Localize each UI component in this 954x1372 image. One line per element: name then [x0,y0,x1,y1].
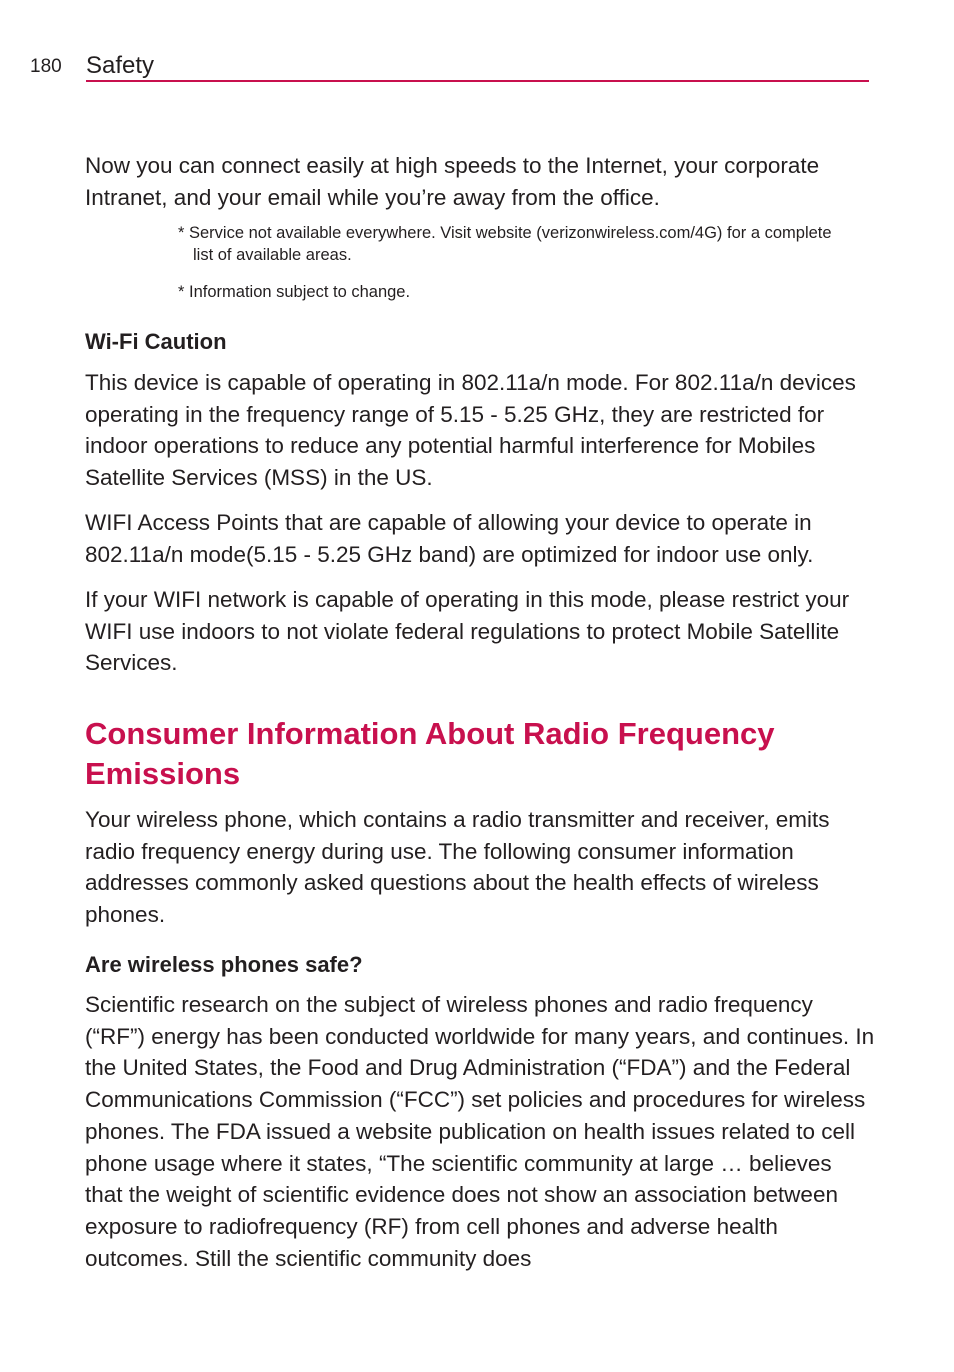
wifi-paragraph-2: WIFI Access Points that are capable of allowing your device to operate in 802.11a/n mode(5.15 - 5.25 GHz band) are optimized for indoor use only. [85,510,814,567]
header-divider [86,80,869,82]
wifi-paragraph-1: This device is capable of operating in 802.11a/n mode. For 802.11a/n devices operating in the frequency range of 5.15 - 5.25 GHz, they are restricted for indoor operations to reduce any potential harmful interference for Mobiles Satellite Services (MSS) in the US. [85,370,856,491]
section-title: Safety [86,52,155,79]
rf-lead-paragraph: Your wireless phone, which contains a radio transmitter and receiver, emits radio frequency energy during use. The following consumer information addresses commonly asked questions about the health effects of wireless phones. [85,807,830,928]
phones-safe-heading: Are wireless phones safe? [85,952,363,977]
wifi-caution-heading: Wi-Fi Caution [85,329,227,354]
intro-paragraph: Now you can connect easily at high speeds to the Internet, your corporate Intranet, and your email while you’re away from the office. [85,153,820,210]
footnote-service: * Service not available everywhere. Visit website (verizonwireless.com/4G) for a complete list of available areas. [178,224,832,264]
page-number: 180 [30,56,62,77]
phones-safe-paragraph: Scientific research on the subject of wireless phones and radio frequency (“RF”) energy has been conducted worldwide for many years, and continues. In the United States, the Food and Drug Administration (“FDA”) and the Federal Communications Commission (“FCC”) set policies and procedures for wireless phones. The FDA issued a website publication on health issues related to cell phone usage where it states, “The scientific community at large … believes that the weight of scientific evidence does not show an association between exposure to radiofrequency (RF) from cell phones and adverse health outcomes. Still the scientific community does [85,992,875,1271]
wifi-paragraph-3: If your WIFI network is capable of operating in this mode, please restrict your WIFI use indoors to not violate federal regulations to protect Mobile Satellite Services. [85,587,850,676]
footnote-info: * Information subject to change. [178,283,411,301]
rf-section-heading: Consumer Information About Radio Frequency Emissions [85,716,775,791]
